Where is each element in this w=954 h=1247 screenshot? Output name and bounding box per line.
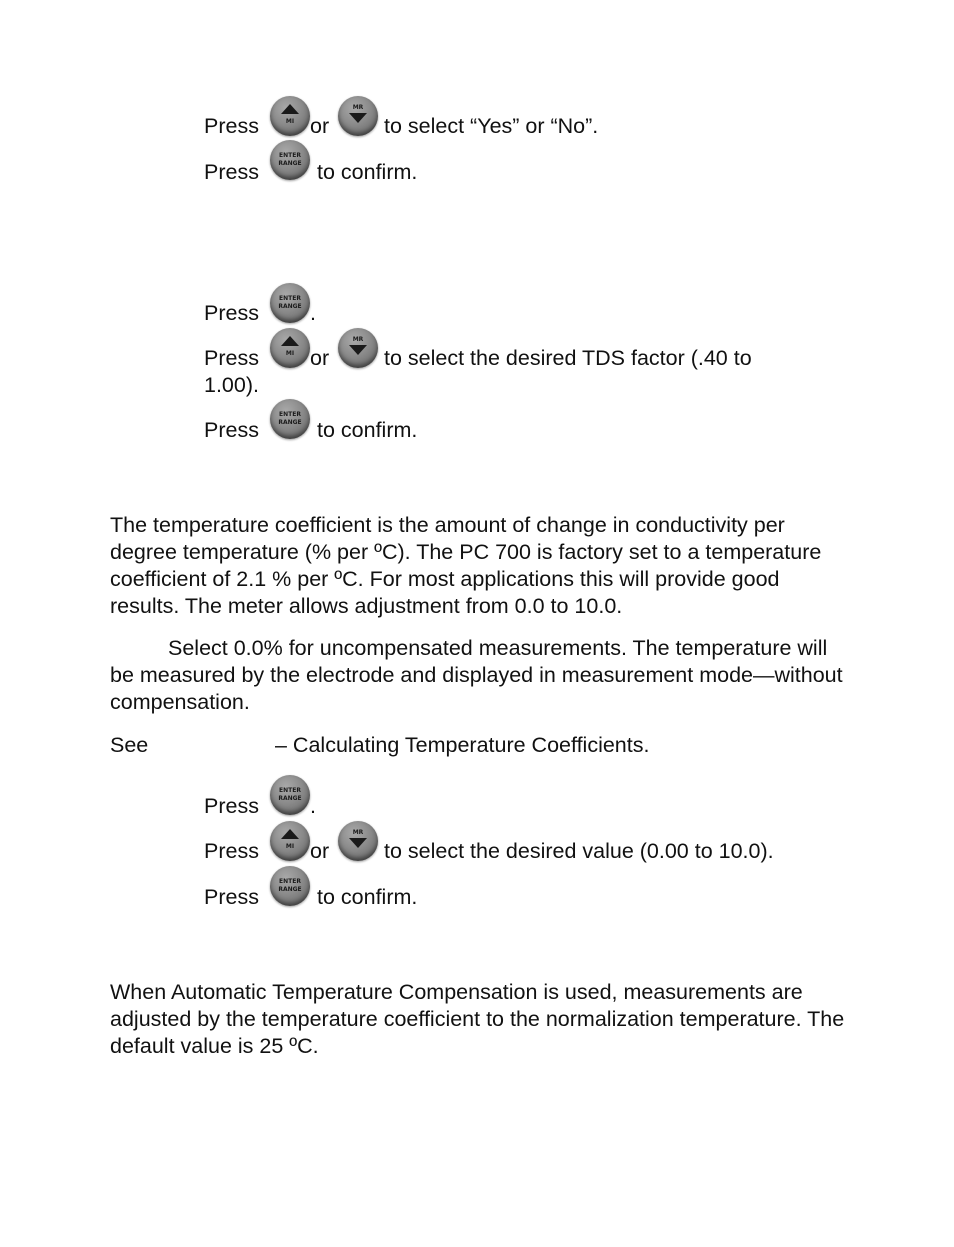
instruction-or: or — [310, 346, 330, 370]
instruction-or: or — [310, 114, 330, 138]
mi-up-button-icon: MI — [270, 821, 310, 861]
body-paragraph: Select 0.0% for uncompensated measurements. The temperature will be measured by the electrode and displayed in measurement mode—without compensation. — [110, 636, 843, 714]
instruction-press: Press — [204, 418, 259, 442]
instruction-press: Press — [204, 160, 259, 184]
instruction-press: Press — [204, 346, 259, 370]
mr-down-button-icon: MR — [338, 821, 378, 861]
see-reference: See — [110, 733, 149, 757]
instruction-text-continued: 1.00). — [204, 373, 259, 397]
enter-range-button-icon: ENTER RANGE — [270, 775, 310, 815]
instruction-text: to select “Yes” or “No”. — [384, 114, 599, 138]
enter-range-button-icon: ENTER RANGE — [270, 866, 310, 906]
mr-down-button-icon: MR — [338, 328, 378, 368]
body-paragraph: The temperature coefficient is the amount of change in conductivity per degree temperature (% per ºC). The PC 700 is factory set to a temperature coefficient of 2.1 % per ºC. For most applications this will provide good results. The meter allows adjustment from 0.0 to 10.0. — [110, 513, 822, 618]
instruction-text: to confirm. — [317, 418, 418, 442]
see-reference-text: – Calculating Temperature Coefficients. — [275, 733, 650, 757]
instruction-press: Press — [204, 839, 259, 863]
instruction-text: to confirm. — [317, 885, 418, 909]
instruction-text: . — [310, 794, 316, 818]
instruction-or: or — [310, 839, 330, 863]
instruction-press: Press — [204, 301, 259, 325]
mi-up-button-icon: MI — [270, 96, 310, 136]
body-paragraph: When Automatic Temperature Compensation is used, measurements are adjusted by the temperature coefficient to the normalization temperature. The default value is 25 ºC. — [110, 980, 845, 1058]
enter-range-button-icon: ENTER RANGE — [270, 140, 310, 180]
instruction-text: to select the desired value (0.00 to 10.0). — [384, 839, 774, 863]
instruction-text: to select the desired TDS factor (.40 to — [384, 346, 752, 370]
enter-range-button-icon: ENTER RANGE — [270, 283, 310, 323]
instruction-text: . — [310, 301, 316, 325]
instruction-text: to confirm. — [317, 160, 418, 184]
enter-range-button-icon: ENTER RANGE — [270, 399, 310, 439]
mi-up-button-icon: MI — [270, 328, 310, 368]
instruction-press: Press — [204, 794, 259, 818]
instruction-press: Press — [204, 114, 259, 138]
mr-down-button-icon: MR — [338, 96, 378, 136]
instruction-press: Press — [204, 885, 259, 909]
